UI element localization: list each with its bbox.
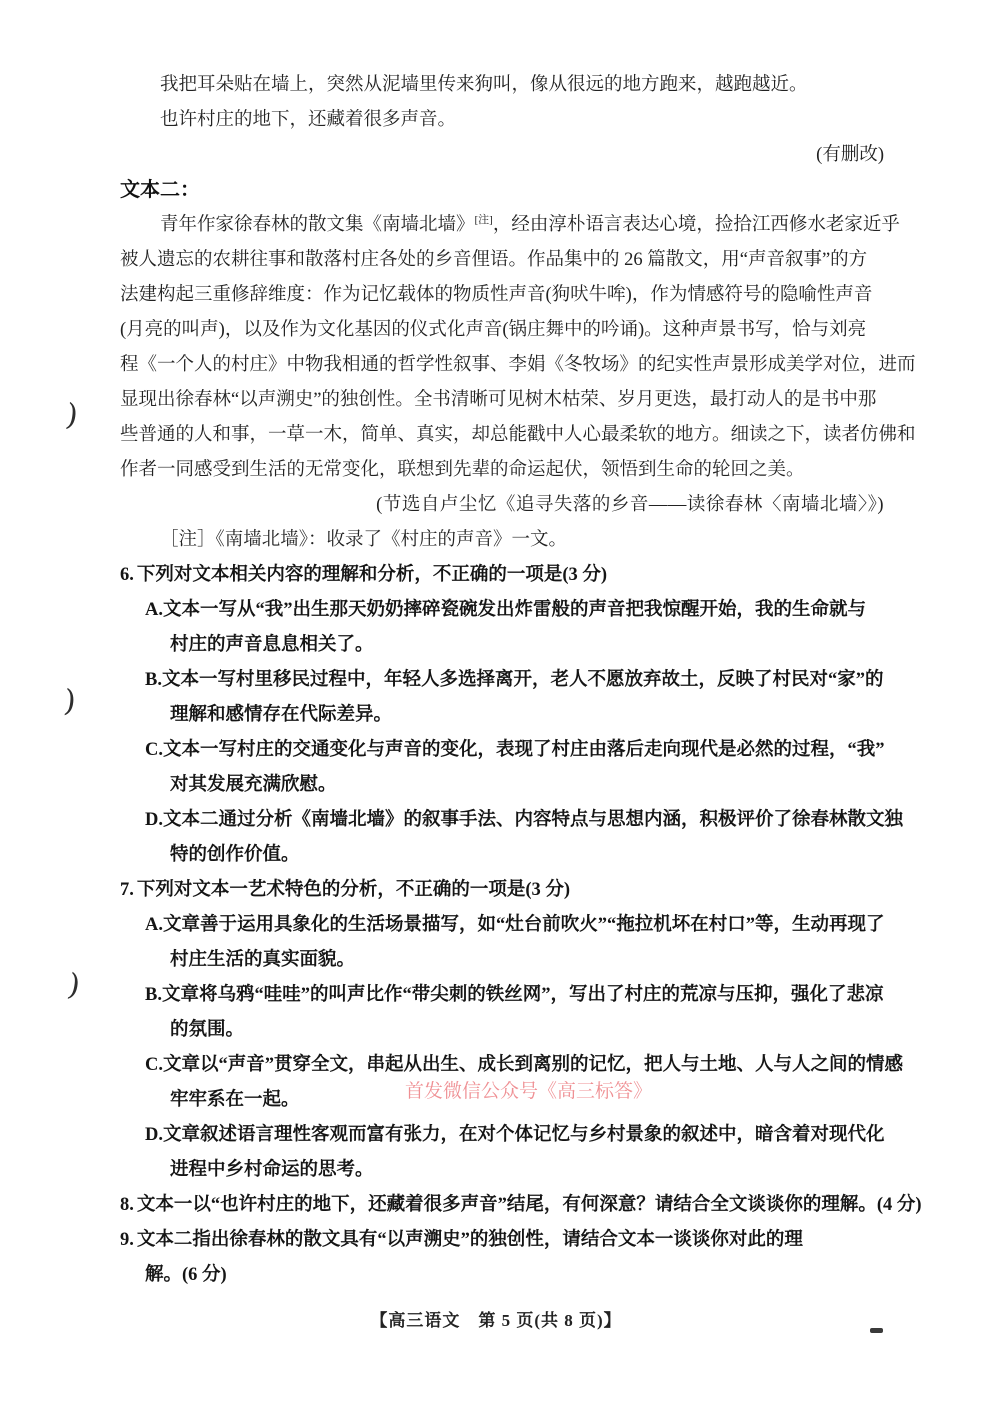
- text2-paragraph-start: 青年作家徐春林的散文集《南墙北墙》: [160, 215, 475, 235]
- question-7-option-c: C.文章以“声音”贯穿全文，串起从出生、成长到离别的记忆，把人与土地、人与人之间的情感: [145, 1055, 903, 1075]
- scan-artifact-mark: ): [62, 683, 78, 720]
- question-6-option-b-cont: 理解和感情存在代际差异。: [170, 705, 393, 725]
- question-7-stem: [120, 873, 884, 908]
- text2-paragraph-line: [120, 208, 900, 243]
- question-stem-text: 下列对文本相关内容的理解和分析，不正确的一项是(3 分): [136, 565, 608, 585]
- passage-attribution: (有删改): [816, 145, 884, 165]
- text2-paragraph-line: 些普通的人和事，一草一木，简单、真实，却总能戳中人心最柔软的地方。细读之下，读者仿佛和: [120, 425, 916, 445]
- question-number: 7.: [120, 880, 134, 900]
- question-7-option-b: B.文章将乌鸦“哇哇”的叫声比作“带尖刺的铁丝网”，写出了村庄的荒凉与压抑，强化了悲凉: [145, 985, 884, 1005]
- question-number: 6.: [120, 565, 134, 585]
- question-6-option-d: D.文本二通过分析《南墙北墙》的叙事手法、内容特点与思想内涵，积极评价了徐春林散文独: [145, 810, 903, 830]
- question-6-option-b: B.文本一写村里移民过程中，年轻人多选择离开，老人不愿放弃故土，反映了村民对“家”的: [145, 670, 884, 690]
- text2-paragraph-line: (月亮的叫声)，以及作为文化基因的仪式化声音(锅庄舞中的吟诵)。这种声景书写，恰与刘亮: [120, 320, 867, 340]
- question-7-option-d-cont: 进程中乡村命运的思考。: [170, 1160, 374, 1180]
- question-stem-text: 下列对文本一艺术特色的分析，不正确的一项是(3 分): [136, 880, 571, 900]
- question-stem-text: 文本二指出徐春林的散文具有“以声溯史”的独创性，请结合文本一谈谈你对此的理: [136, 1230, 803, 1250]
- page-footer: 【高三语文 第 5 页(共 8 页)】: [370, 1311, 622, 1330]
- text2-paragraph-line: 程《一个人的村庄》中物我相通的哲学性叙事、李娟《冬牧场》的纪实性声景形成美学对位，进而: [120, 355, 916, 375]
- question-7-option-d: D.文章叙述语言理性客观而富有张力，在对个体记忆与乡村景象的叙述中，暗含着对现代化: [145, 1125, 885, 1145]
- note-superscript: [注]: [474, 213, 493, 226]
- text2-paragraph-line: 作者一同感受到生活的无常变化，联想到先辈的命运起伏，领悟到生命的轮回之美。: [120, 460, 805, 480]
- text2-source: (节选自卢尘忆《追寻失落的乡音——读徐春林〈南墙北墙〉》): [376, 495, 884, 515]
- text2-heading: 文本二：: [120, 179, 200, 201]
- scan-artifact-mark: ): [63, 397, 81, 434]
- question-7-option-a: A.文章善于运用具象化的生活场景描写，如“灶台前吹火”“拖拉机坏在村口”等，生动再现了: [145, 915, 885, 935]
- question-6-option-d-cont: 特的创作价值。: [170, 845, 300, 865]
- question-6-option-a-cont: 村庄的声音息息相关了。: [170, 635, 374, 655]
- question-number: 9.: [120, 1230, 134, 1250]
- text2-note: ［注］《南墙北墙》：收录了《村庄的声音》一文。: [160, 530, 568, 550]
- passage-line: 也许村庄的地下，还藏着很多声音。: [160, 110, 457, 130]
- question-6-option-c-cont: 对其发展充满欣慰。: [170, 775, 337, 795]
- question-6-option-c: C.文本一写村庄的交通变化与声音的变化，表现了村庄由落后走向现代是必然的过程，“我”: [145, 740, 885, 760]
- text2-paragraph-line: 法建构起三重修辞维度：作为记忆载体的物质性声音(狗吠牛哞)，作为情感符号的隐喻性声音: [120, 285, 873, 305]
- text2-paragraph-line: 被人遗忘的农耕往事和散落村庄各处的乡音俚语。作品集中的 26 篇散文，用“声音叙事”的方: [120, 250, 868, 270]
- text2-paragraph-line: 显现出徐春林“以声溯史”的独创性。全书清晰可见树木枯荣、岁月更迭，最打动人的是书中那: [120, 390, 877, 410]
- page-content: [120, 68, 922, 1293]
- passage-line: 我把耳朵贴在墙上，突然从泥墙里传来狗叫，像从很远的地方跑来，越跑越近。: [160, 75, 808, 95]
- question-7-option-a-cont: 村庄生活的真实面貌。: [170, 950, 356, 970]
- question-6-option-a: A.文本一写从“我”出生那天奶奶摔碎瓷碗发出炸雷般的声音把我惊醒开始，我的生命就与: [145, 600, 866, 620]
- question-stem-text: 文本一以“也许村庄的地下，还藏着很多声音”结尾，有何深意？请结合全文谈谈你的理解。(4 分): [136, 1195, 922, 1215]
- question-9-stem-cont: 解。(6 分): [145, 1265, 227, 1285]
- question-8-stem: [120, 1188, 922, 1223]
- question-9-stem: [120, 1223, 884, 1258]
- question-6-stem: [120, 558, 884, 593]
- question-7-option-b-cont: 的氛围。: [170, 1020, 245, 1040]
- watermark-text: 首发微信公众号《高三标答》: [405, 1081, 653, 1102]
- question-7-option-c-cont: 牢牢系在一起。: [170, 1090, 300, 1110]
- question-number: 8.: [120, 1195, 134, 1215]
- scan-artifact-mark: ): [65, 967, 83, 1004]
- text2-paragraph-start-rest: ，经由淳朴语言表达心境，捡拾江西修水老家近乎: [492, 215, 900, 235]
